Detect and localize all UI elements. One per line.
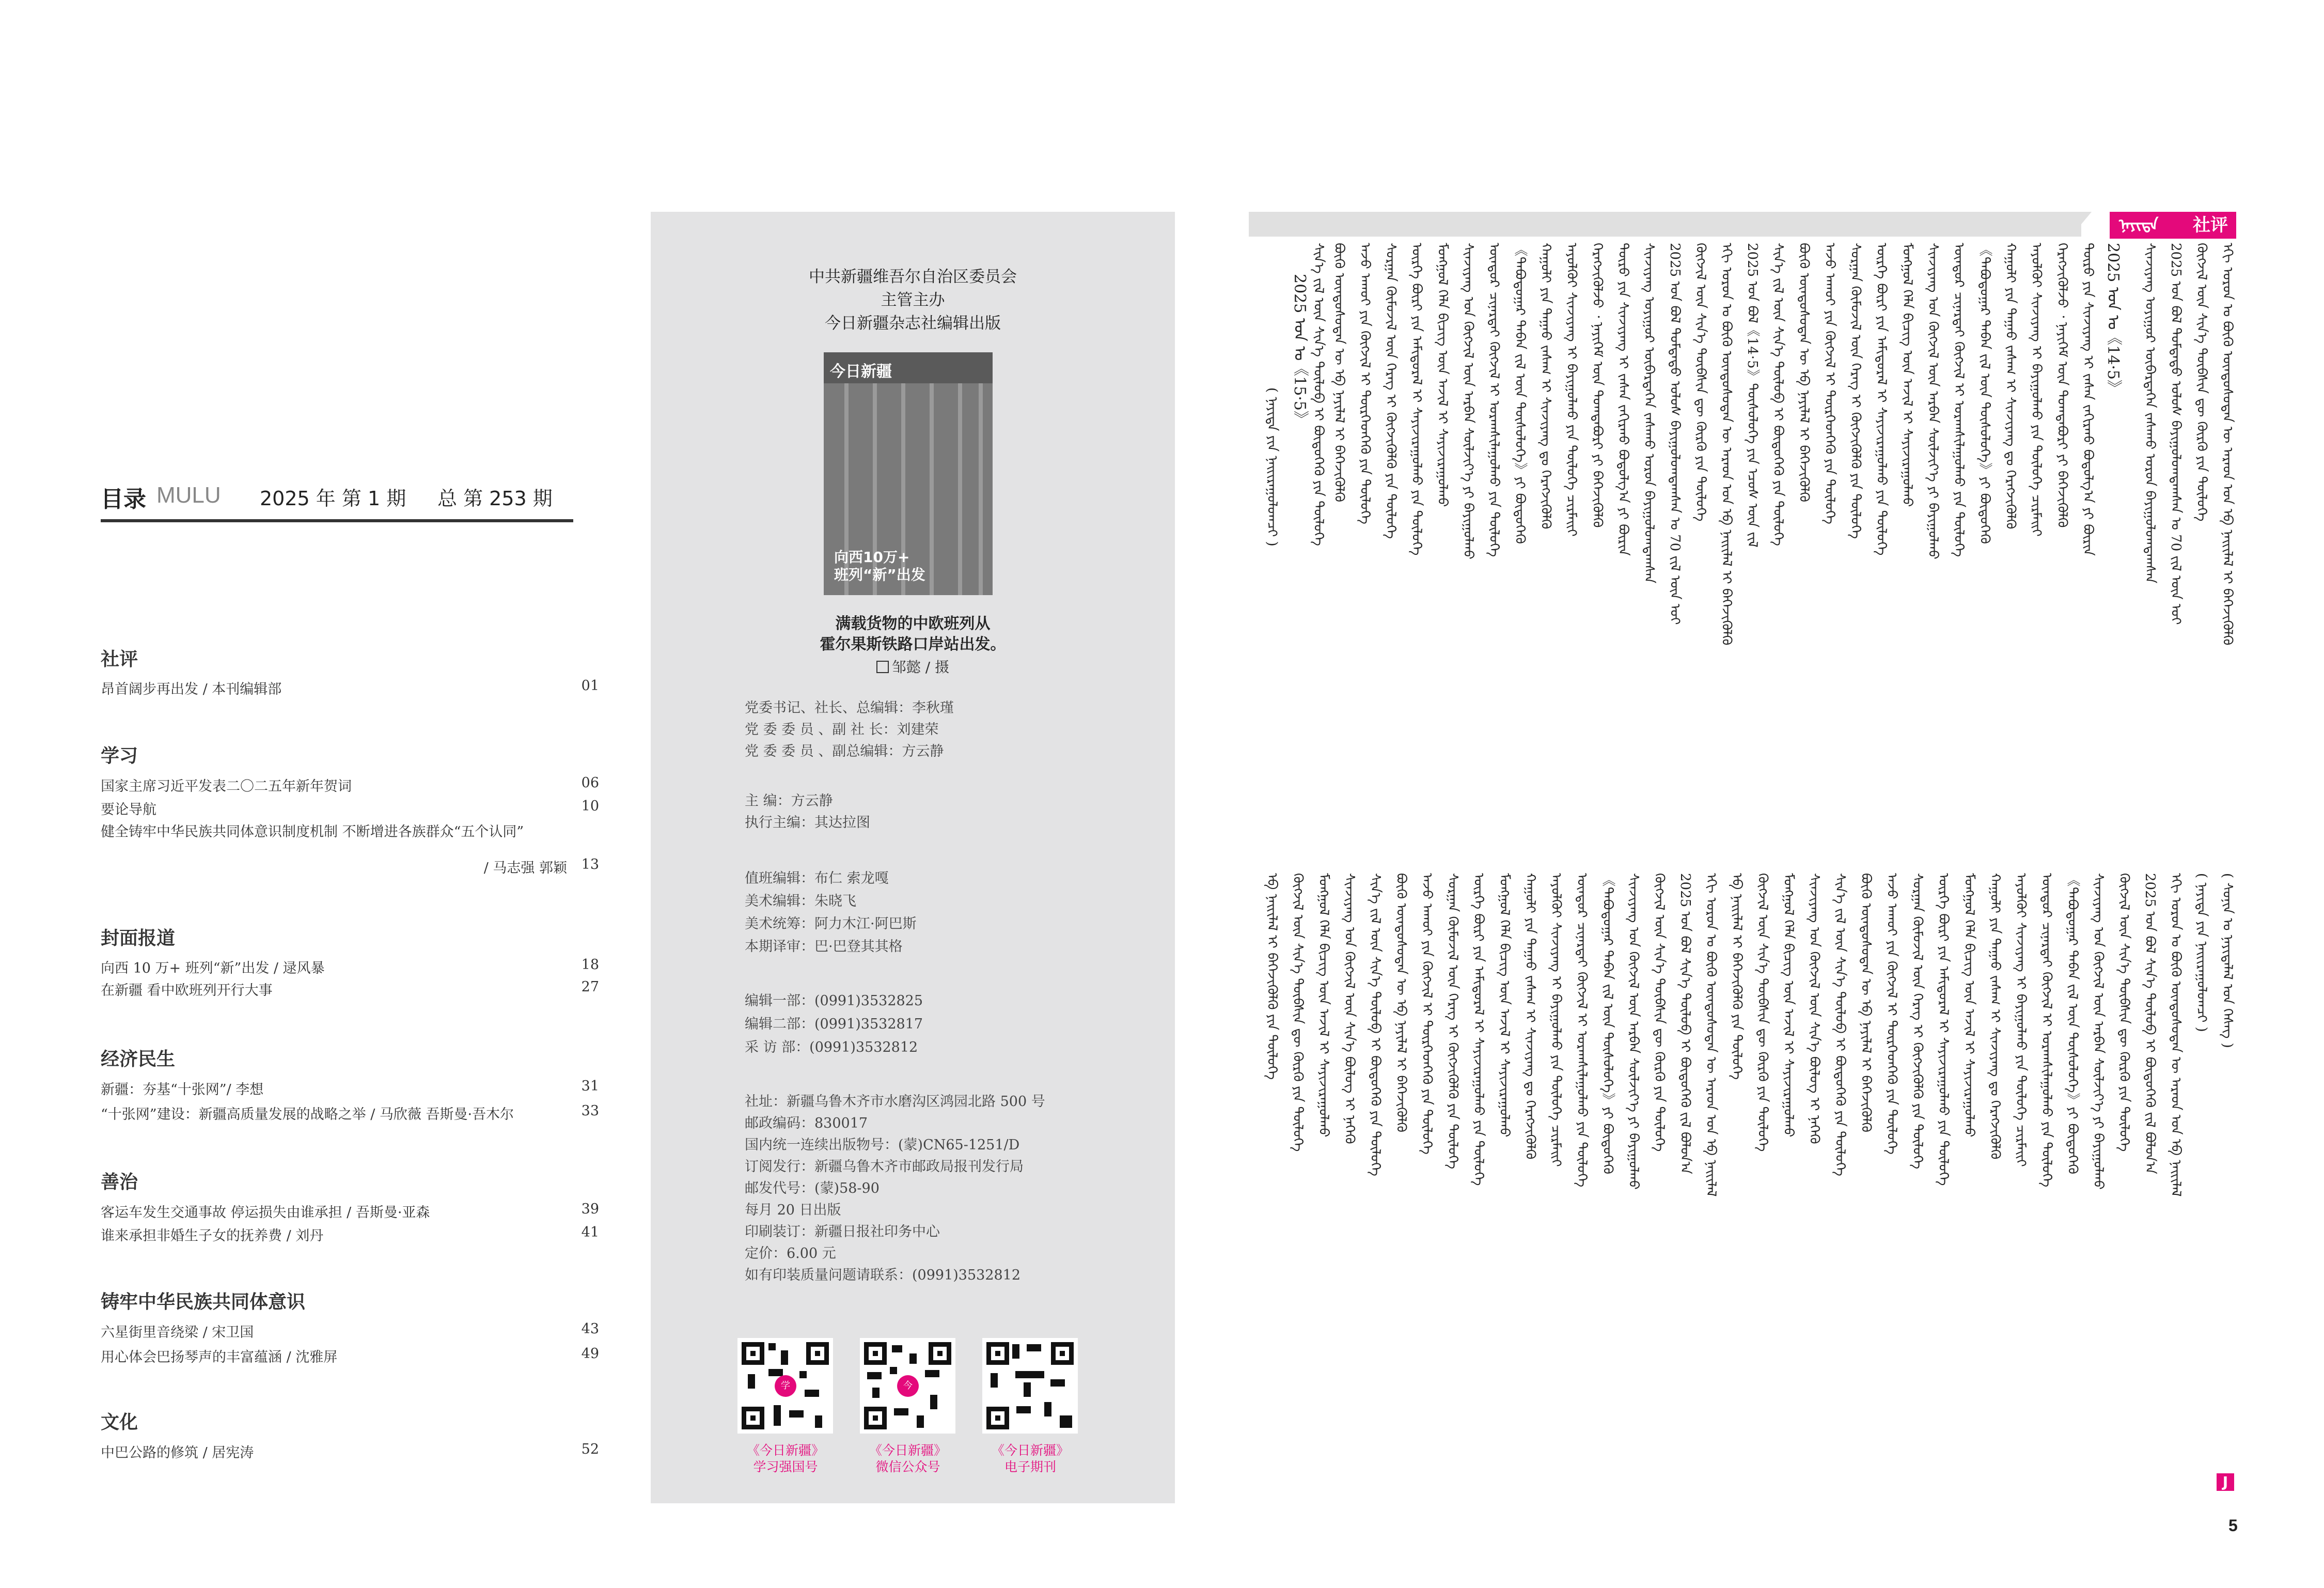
editorial-section-tag[interactable] xyxy=(2110,212,2236,239)
toc-entry[interactable] xyxy=(101,678,599,698)
qr-label-line-1: 《今日新疆》 xyxy=(746,1443,824,1458)
text-column: ᠲᠥᠷᠦ ᠶᠢᠨ ᠰᠢᠨᠵᠢᠶᠠᠩ ᠢ ᠵᠠᠰᠠᠨ ᠵᠠᠬᠢᠷᠬᠤ ᠪᠣᠳᠤᠯᠭ᠎ᠠ ᠶᠢ ᠪᠦᠷᠢᠨ xyxy=(2080,243,2096,556)
masthead-host: 主管主办 xyxy=(881,291,945,309)
text-column: ᠬᠥᠭᠵᠢᠯ ᠦᠨ ᠰᠢᠨ᠎ᠡ ᠲᠦᠪᠰᠢᠨ ᠳᠦ ᠬᠦᠷᠬᠦ ᠶᠢᠨ ᠲᠥᠯᠥᠭᠡ xyxy=(2194,243,2209,522)
toc-entry-page: 33 xyxy=(581,1103,599,1119)
text-column: 《ᠲᠠᠪᠤᠳᠤᠭᠠᠷ ᠲᠠᠪᠠᠨ ᠵᠢᠯ ᠦᠨ ᠲᠥᠰᠦᠯᠦᠭᠡ》ᠶᠢ ᠪᠦᠲᠦᠭᠡᠬᠦ xyxy=(1512,243,1528,544)
text-column: 2025 ᠣᠨ ᠪᠣᠯ ᠳᠤᠮᠳᠠᠳᠤ ᠤᠯᠤᠰ ᠪᠠᠶᠢᠭᠤᠯᠤᠭᠳᠠᠭᠰᠠᠨ ᠤ 70 ᠵᠢᠯ ᠦᠨ ᠣᠢ xyxy=(2168,243,2184,625)
toc-entry[interactable] xyxy=(101,1321,599,1342)
text-column: ᠰᠤᠷᠭᠠᠨ ᠬᠦᠮᠦᠵᠢᠯ ᠦᠨ ᠬᠡᠷᠡᠭ ᠢ ᠬᠥᠭᠵᠢᠭᠦᠯᠬᠦ ᠶᠢᠨ ᠲᠥᠯᠥᠭᠡ xyxy=(1848,243,1863,539)
editorial-header-band xyxy=(1249,212,2081,237)
text-column: ᠰᠢᠨ᠎ᠡ ᠵᠢᠯ ᠦᠨ ᠰᠢᠨ᠎ᠡ ᠲᠥᠯᠥᠪ ᠢ ᠪᠦᠲᠦᠭᠡᠬᠦ ᠶᠢᠨ ᠲᠥᠯᠥᠭᠡ xyxy=(1368,873,1383,1176)
staff-line: 美术统筹：阿力木江·阿巴斯 xyxy=(745,916,917,932)
toc-entry-page: 06 xyxy=(581,775,599,791)
qr-code-ejournal[interactable] xyxy=(982,1338,1078,1434)
toc-section-title: 学习 xyxy=(101,745,138,767)
text-column: ᠡᠪ ᠨᠡᠢᠢᠯᠡᠯ ᠢ ᠪᠡᠬᠡᠵᠢᠭᠦᠯᠬᠦ ᠶᠢᠨ ᠲᠥᠯᠥᠭᠡ xyxy=(1729,873,1745,1080)
text-column: ᠬᠡᠷᠡᠭᠵᠢᠭᠦᠯᠵᠦ ᠂ ᠨᠡᠶᠢᠭᠡᠮ ᠦᠨ ᠲᠣᠭᠲᠠᠪᠤᠷᠢ ᠶᠢ ᠪᠡᠬᠡᠵᠢᠭᠦᠯᠬᠦ xyxy=(1590,243,1605,528)
text-column: ᠰᠢᠨᠵᠢᠶᠠᠩ ᠤᠨ ᠬᠥᠭᠵᠢᠯ ᠦᠨ ᠠᠷᠪᠠᠨ ᠰᠦᠯᠵᠢᠶ᠎ᠡ ᠶᠢ ᠪᠠᠶᠢᠭᠤᠯᠬᠤ xyxy=(1461,243,1476,559)
text-column: ᠰᠢᠨᠵᠢᠶᠠᠩ ᠤᠨ ᠬᠥᠭᠵᠢᠯ ᠦᠨ ᠠᠷᠪᠠᠨ ᠰᠦᠯᠵᠢᠶ᠎ᠡ ᠶᠢ ᠪᠠᠶᠢᠭᠤᠯᠬᠤ xyxy=(1626,873,1641,1190)
text-column: ᠥᠨᠳᠦᠷ ᠴᠢᠨᠠᠷᠲᠠᠢ ᠬᠥᠭᠵᠢᠯ ᠢ ᠤᠷᠠᠭᠰᠢᠯᠠᠭᠤᠯᠬᠤ ᠶᠢᠨ ᠲᠥᠯᠥᠭᠡ xyxy=(1951,243,1967,557)
toc-entry-page: 31 xyxy=(581,1078,599,1094)
masthead-publisher: 今日新疆杂志社编辑出版 xyxy=(825,314,1001,333)
text-column: ᠬᠠᠭᠤᠯᠢ ᠶᠢᠨ ᠳᠠᠭᠠᠤ ᠵᠠᠰᠠᠭ ᠢ ᠰᠢᠨᠵᠢᠶᠠᠩ ᠳᠤ ᠬᠡᠷᠡᠭᠵᠢᠭᠦᠯᠬᠦ xyxy=(1522,873,1538,1160)
text-column: ᠡᠪ ᠨᠡᠢᠢᠯᠡᠯ ᠢ ᠪᠡᠬᠡᠵᠢᠭᠦᠯᠬᠦ ᠶᠢᠨ ᠲᠥᠯᠥᠭᠡ xyxy=(1264,873,1280,1080)
end-mark-icon: J xyxy=(2217,1473,2234,1491)
toc-entry-label: 六星街里音绕梁 / 宋卫国 xyxy=(101,1325,254,1341)
cover-masthead-bar xyxy=(824,352,993,383)
qr-label-xuexi xyxy=(726,1442,845,1475)
cover-caption-line-1: 满载货物的中欧班列从 xyxy=(835,615,991,633)
toc-entry[interactable] xyxy=(101,979,599,1000)
text-column: ᠡᠬᠢ ᠣᠷᠣᠨ ᠤ ᠪᠦᠬᠦ ᠦᠨᠳᠦᠰᠦᠲᠡᠨ ᠦ ᠠᠷᠠᠳ ᠤᠨ ᠡᠪ ᠨᠡᠢᠢᠯᠡᠯ xyxy=(1703,873,1719,1197)
text-column: ᠬᠥᠭᠵᠢᠯ ᠦᠨ ᠰᠢᠨ᠎ᠡ ᠲᠦᠪᠰᠢᠨ ᠳᠦ ᠬᠦᠷᠬᠦ ᠶᠢᠨ ᠲᠥᠯᠥᠭᠡ xyxy=(1652,873,1667,1152)
toc-entry-label: 在新疆 看中欧班列开行大事 xyxy=(101,983,273,999)
text-column: ᠮᠣᠩᠭᠣᠯ ᠬᠡᠯᠡ ᠪᠢᠴᠢᠭ ᠦᠨ ᠠᠵᠢᠯ ᠢ ᠰᠠᠶᠢᠵᠢᠷᠠᠭᠤᠯᠬᠤ xyxy=(1435,243,1450,507)
toc-title-latin: MULU xyxy=(156,482,221,508)
cover-thumbnail[interactable] xyxy=(824,352,993,595)
photo-credit-box-icon xyxy=(876,661,889,673)
toc-entry-label: 要论导航 xyxy=(101,802,156,818)
text-column: 2025 ᠣᠨ ᠪᠣᠯ ᠳᠤᠮᠳᠠᠳᠤ ᠤᠯᠤᠰ ᠪᠠᠶᠢᠭᠤᠯᠤᠭᠳᠠᠭᠰᠠᠨ ᠤ 70 ᠵᠢᠯ ᠦᠨ ᠣᠢ xyxy=(1667,243,1683,625)
editorial-upper-block xyxy=(1255,243,2241,863)
qr-code-xuexi[interactable] xyxy=(737,1338,833,1434)
qr-label-line-1: 《今日新疆》 xyxy=(869,1443,947,1458)
bracket-note: ( ᠨᠡᠶᠢᠲᠡ ᠶᠢᠨ ᠨᠠᠢᠢᠷᠠᠭᠤᠯᠤᠭᠴᠢ ) xyxy=(1264,387,1280,547)
staff-line: 主 编：方云静 xyxy=(745,793,833,809)
toc-entry[interactable] xyxy=(101,1078,599,1099)
qr-label-wechat xyxy=(849,1442,967,1475)
toc-section-title: 文化 xyxy=(101,1412,138,1433)
text-column: ᠠᠵᠤ ᠠᠬᠤᠢ ᠶᠢᠨ ᠬᠥᠭᠵᠢᠯ ᠢ ᠲᠦᠷᠭᠡᠳᠬᠡᠬᠦ ᠶᠢᠨ ᠲᠥᠯᠥᠭᠡ xyxy=(1357,243,1373,524)
toc-header xyxy=(101,480,573,522)
staff-line: 邮发代号：(蒙)58-90 xyxy=(745,1180,880,1196)
text-column: ᠮᠣᠩᠭᠣᠯ ᠬᠡᠯᠡ ᠪᠢᠴᠢᠭ ᠦᠨ ᠠᠵᠢᠯ ᠢ ᠰᠠᠶᠢᠵᠢᠷᠠᠭᠤᠯᠬᠤ xyxy=(1316,873,1331,1138)
text-column: ᠰᠢᠨ᠎ᠡ ᠵᠢᠯ ᠦᠨ ᠰᠢᠨ᠎ᠡ ᠲᠥᠯᠥᠪ ᠢ ᠪᠦᠲᠦᠭᠡᠬᠦ ᠶᠢᠨ ᠲᠥᠯᠥᠭᠡ xyxy=(1832,873,1848,1176)
text-column: ᠰᠤᠷᠭᠠᠨ ᠬᠦᠮᠦᠵᠢᠯ ᠦᠨ ᠬᠡᠷᠡᠭ ᠢ ᠬᠥᠭᠵᠢᠭᠦᠯᠬᠦ ᠶᠢᠨ ᠲᠥᠯᠥᠭᠡ xyxy=(1383,243,1399,539)
text-column: ᠪᠦᠬᠦ ᠦᠨᠳᠦᠰᠦᠲᠡᠨ ᠦ ᠡᠪ ᠨᠡᠶᠢᠯᠡᠯ ᠢ ᠪᠡᠬᠡᠵᠢᠭᠦᠯᠬᠦ xyxy=(1393,873,1409,1132)
qr-label-ejournal xyxy=(971,1442,1090,1475)
qr-label-line-2: 电子期刊 xyxy=(1004,1459,1056,1474)
text-column: ᠰᠢᠨ᠎ᠡ ᠵᠢᠯ ᠦᠨ ᠰᠢᠨ᠎ᠡ ᠲᠥᠯᠥᠪ ᠢ ᠪᠦᠲᠦᠭᠡᠬᠦ ᠶᠢᠨ ᠲᠥᠯᠥᠭᠡ xyxy=(1311,243,1326,546)
toc-entry-label: 客运车发生交通事故 停运损失由谁承担 / 吾斯曼·亚森 xyxy=(101,1205,430,1221)
staff-line: 党 委 委 员 、副 社 长：刘建荣 xyxy=(745,722,939,738)
photo-credit xyxy=(651,656,1175,677)
text-column: ᠠᠶᠤᠯᠭᠦᠢ ᠰᠢᠨᠵᠢᠶᠠᠩ ᠢ ᠪᠠᠶᠢᠭᠤᠯᠬᠤ ᠶᠢᠨ ᠲᠥᠯᠥᠭᠡ ᠴᠢᠷᠮᠠᠢᠢ xyxy=(1548,873,1564,1167)
text-column: ᠰᠢᠨᠵᠢᠶᠠᠩ ᠤᠨ ᠬᠥᠭᠵᠢᠯ ᠦᠨ ᠰᠢᠨ᠎ᠡ ᠪᠦᠯᠦᠭ ᠢ ᠨᠡᠬᠡᠬᠦ xyxy=(1342,873,1357,1144)
toc-issue: 2025 年 第 1 期 xyxy=(260,487,406,510)
staff-line: 编辑一部：(0991)3532825 xyxy=(745,993,923,1009)
text-column: ᠪᠦᠬᠦ ᠦᠨᠳᠦᠰᠦᠲᠡᠨ ᠦ ᠡᠪ ᠨᠡᠶᠢᠯᠡᠯ ᠢ ᠪᠡᠬᠡᠵᠢᠭᠦᠯᠬᠦ xyxy=(1858,873,1874,1132)
text-column: 2025 ᠣᠨ ᠪᠣᠯ ᠰᠢᠨ᠎ᠡ ᠲᠥᠯᠥᠪ ᠢ ᠪᠦᠲᠦᠭᠡᠬᠦ ᠵᠢᠯ ᠪᠣᠯᠤᠨ᠎ᠠ xyxy=(2142,873,2158,1174)
text-column: ᠬᠥᠭᠵᠢᠯ ᠦᠨ ᠰᠢᠨ᠎ᠡ ᠲᠦᠪᠰᠢᠨ ᠳᠦ ᠬᠦᠷᠬᠦ ᠶᠢᠨ ᠲᠥᠯᠥᠭᠡ xyxy=(1290,873,1306,1152)
text-column: ᠥᠨᠳᠦᠷ ᠴᠢᠨᠠᠷᠲᠠᠢ ᠬᠥᠭᠵᠢᠯ ᠢ ᠤᠷᠠᠭᠰᠢᠯᠠᠭᠤᠯᠬᠤ ᠶᠢᠨ ᠲᠥᠯᠥᠭᠡ xyxy=(1486,243,1502,557)
toc-entry-label: 中巴公路的修筑 / 居宪涛 xyxy=(101,1445,254,1461)
editorial-tag-script: ᠨᠡᠶᠢᠲᠡ xyxy=(2119,216,2159,234)
toc-total-issue: 总 第 253 期 xyxy=(437,487,553,510)
text-column: ᠮᠣᠩᠭᠣᠯ ᠬᠡᠯᠡ ᠪᠢᠴᠢᠭ ᠦᠨ ᠠᠵᠢᠯ ᠢ ᠰᠠᠶᠢᠵᠢᠷᠠᠭᠤᠯᠬᠤ xyxy=(1899,243,1915,507)
text-column: ᠬᠡᠷᠡᠭᠵᠢᠭᠦᠯᠵᠦ ᠂ ᠨᠡᠶᠢᠭᠡᠮ ᠦᠨ ᠲᠣᠭᠲᠠᠪᠤᠷᠢ ᠶᠢ ᠪᠡᠬᠡᠵᠢᠭᠦᠯᠬᠦ xyxy=(2054,243,2070,528)
staff-line: 订阅发行：新疆乌鲁木齐市邮政局报刊发行局 xyxy=(745,1159,1024,1175)
toc-entry-label: 国家主席习近平发表二〇二五年新年贺词 xyxy=(101,779,352,795)
toc-entry-label: 谁来承担非婚生子女的抚养费 / 刘丹 xyxy=(101,1228,324,1244)
staff-line: 采 访 部：(0991)3532812 xyxy=(745,1039,918,1055)
text-column: ᠲᠥᠷᠦ ᠶᠢᠨ ᠰᠢᠨᠵᠢᠶᠠᠩ ᠢ ᠵᠠᠰᠠᠨ ᠵᠠᠬᠢᠷᠬᠤ ᠪᠣᠳᠤᠯᠭ᠎ᠠ ᠶᠢ ᠪᠦᠷᠢᠨ xyxy=(1615,243,1631,556)
text-column: ᠠᠶᠤᠯᠭᠦᠢ ᠰᠢᠨᠵᠢᠶᠠᠩ ᠢ ᠪᠠᠶᠢᠭᠤᠯᠬᠤ ᠶᠢᠨ ᠲᠥᠯᠥᠭᠡ ᠴᠢᠷᠮᠠᠢᠢ xyxy=(1564,243,1579,537)
text-column: ᠡᠬᠢ ᠣᠷᠣᠨ ᠤ ᠪᠦᠬᠦ ᠦᠨᠳᠦᠰᠦᠲᠡᠨ ᠦ ᠠᠷᠠᠳ ᠤᠨ ᠡᠪ ᠨᠡᠢᠢᠯᠡᠯ ᠢ ᠪᠡᠬᠡᠵᠢᠭᠦᠯᠬᠦ xyxy=(1719,243,1734,646)
date-line: 2025 ᠣᠨ ᠤ《15·5》 xyxy=(1291,274,1309,426)
toc-entry[interactable] xyxy=(101,798,599,819)
text-column: ᠥᠷᠬᠡ ᠪᠦᠷᠢ ᠶᠢᠨ ᠠᠮᠢᠳᠤᠷᠠᠯ ᠢ ᠰᠠᠶᠢᠵᠢᠷᠠᠭᠤᠯᠬᠤ ᠶᠢᠨ ᠲᠥᠯᠥᠭᠡ xyxy=(1874,243,1889,556)
toc-entry[interactable] xyxy=(101,957,599,977)
text-column: ᠰᠢᠨᠵᠢᠶᠠᠩ ᠤᠶᠢᠭᠤᠷ ᠥᠪᠡᠷᠲᠡᠭᠡᠨ ᠵᠠᠰᠠᠬᠤ ᠣᠷᠣᠨ ᠪᠠᠶᠢᠭᠤᠯᠤᠭᠳᠠᠭᠰᠠᠨ xyxy=(2142,243,2158,584)
toc-entry-label: 向西 10 万+ 班列“新”出发 / 逯风暴 xyxy=(101,960,325,976)
toc-entry-page: 27 xyxy=(581,979,599,995)
staff-line: 每月 20 日出版 xyxy=(745,1202,841,1218)
editorial-lower-block xyxy=(1255,873,2241,1539)
date-line: 2025 ᠣᠨ ᠤ《14·5》 xyxy=(2104,243,2122,395)
text-column: 2025 ᠣᠨ ᠪᠣᠯ《14·5》ᠲᠥᠰᠦᠯᠦᠭᠡ ᠶᠢᠨ ᠡᠴᠦᠰ ᠦᠨ ᠵᠢᠯ xyxy=(1745,243,1760,548)
toc-entry-page: 49 xyxy=(581,1346,599,1362)
staff-line: 本期译审：巴·巴登其其格 xyxy=(745,939,903,955)
table-of-contents xyxy=(101,480,599,1514)
text-column: ᠥᠷᠬᠡ ᠪᠦᠷᠢ ᠶᠢᠨ ᠠᠮᠢᠳᠤᠷᠠᠯ ᠢ ᠰᠠᠶᠢᠵᠢᠷᠠᠭᠤᠯᠬᠤ ᠶᠢᠨ ᠲᠥᠯᠥᠭᠡ xyxy=(1936,873,1951,1186)
toc-entry[interactable] xyxy=(101,1441,599,1462)
qr-label-line-2: 学习强国号 xyxy=(753,1459,818,1474)
toc-entry-page: 52 xyxy=(581,1441,599,1457)
bracket-note: ( ᠨᠡᠶᠢᠲᠡ ᠶᠢᠨ ᠨᠠᠢᠢᠷᠠᠭᠤᠯᠤᠭᠴᠢ ) xyxy=(2194,873,2209,1032)
toc-entry-page: 18 xyxy=(581,957,599,973)
text-column: ᠰᠢᠨᠵᠢᠶᠠᠩ ᠤᠨ ᠬᠥᠭᠵᠢᠯ ᠦᠨ ᠰᠢᠨ᠎ᠡ ᠪᠦᠯᠦᠭ ᠢ ᠨᠡᠬᠡᠬᠦ xyxy=(1807,873,1822,1144)
toc-entry-page: 13 xyxy=(581,857,599,873)
masthead-panel xyxy=(651,212,1175,1503)
text-column: ᠬᠥᠭᠵᠢᠯ ᠦᠨ ᠰᠢᠨ᠎ᠡ ᠲᠦᠪᠰᠢᠨ ᠳᠦ ᠬᠦᠷᠬᠦ ᠶᠢᠨ ᠲᠥᠯᠥᠭᠡ xyxy=(1693,243,1708,522)
text-column: ᠠᠶᠤᠯᠭᠦᠢ ᠰᠢᠨᠵᠢᠶᠠᠩ ᠢ ᠪᠠᠶᠢᠭᠤᠯᠬᠤ ᠶᠢᠨ ᠲᠥᠯᠥᠭᠡ ᠴᠢᠷᠮᠠᠢᠢ xyxy=(2029,243,2044,537)
toc-section-title: 社评 xyxy=(101,649,138,670)
toc-entry[interactable] xyxy=(101,775,599,796)
text-column: ᠮᠣᠩᠭᠣᠯ ᠬᠡᠯᠡ ᠪᠢᠴᠢᠭ ᠦᠨ ᠠᠵᠢᠯ ᠢ ᠰᠠᠶᠢᠵᠢᠷᠠᠭᠤᠯᠬᠤ xyxy=(1781,873,1796,1138)
text-column: ᠥᠷᠬᠡ ᠪᠦᠷᠢ ᠶᠢᠨ ᠠᠮᠢᠳᠤᠷᠠᠯ ᠢ ᠰᠠᠶᠢᠵᠢᠷᠠᠭᠤᠯᠬᠤ ᠶᠢᠨ ᠲᠥᠯᠥᠭᠡ xyxy=(1471,873,1486,1186)
text-column: ᠠᠵᠤ ᠠᠬᠤᠢ ᠶᠢᠨ ᠬᠥᠭᠵᠢᠯ ᠢ ᠲᠦᠷᠭᠡᠳᠬᠡᠬᠦ ᠶᠢᠨ ᠲᠥᠯᠥᠭᠡ xyxy=(1822,243,1838,524)
text-column: ᠥᠨᠳᠦᠷ ᠴᠢᠨᠠᠷᠲᠠᠢ ᠬᠥᠭᠵᠢᠯ ᠢ ᠤᠷᠠᠭᠰᠢᠯᠠᠭᠤᠯᠬᠤ ᠶᠢᠨ ᠲᠥᠯᠥᠭᠡ xyxy=(1574,873,1590,1188)
toc-entry-page: 39 xyxy=(581,1201,599,1217)
toc-entry-label: / 马志强 郭颖 xyxy=(483,860,567,876)
staff-line: 党 委 委 员 、副总编辑：方云静 xyxy=(745,743,944,759)
page-number: 5 xyxy=(2228,1516,2238,1535)
text-column: 2025 ᠣᠨ ᠪᠣᠯ ᠰᠢᠨ᠎ᠡ ᠲᠥᠯᠥᠪ ᠢ ᠪᠦᠲᠦᠭᠡᠬᠦ ᠵᠢᠯ ᠪᠣᠯᠤᠨ᠎ᠠ xyxy=(1677,873,1693,1174)
cover-headline-line-2: 班列“新”出发 xyxy=(834,566,925,583)
staff-line: 值班编辑：布仁 索龙嘎 xyxy=(745,870,889,886)
text-column: ᠥᠨᠳᠦᠷ ᠴᠢᠨᠠᠷᠲᠠᠢ ᠬᠥᠭᠵᠢᠯ ᠢ ᠤᠷᠠᠭᠰᠢᠯᠠᠭᠤᠯᠬᠤ ᠶᠢᠨ ᠲᠥᠯᠥᠭᠡ xyxy=(2039,873,2054,1188)
wechat-logo-icon: 今 xyxy=(897,1375,919,1397)
photo-credit-text: 邹懿 / 摄 xyxy=(891,659,950,676)
toc-entry[interactable] xyxy=(101,857,599,877)
editorial-header-fold xyxy=(2071,212,2092,237)
cover-headline-line-1: 向西10万+ xyxy=(834,549,910,566)
text-column: ᠬᠠᠭᠤᠯᠢ ᠶᠢᠨ ᠳᠠᠭᠠᠤ ᠵᠠᠰᠠᠭ ᠢ ᠰᠢᠨᠵᠢᠶᠠᠩ ᠳᠤ ᠬᠡᠷᠡᠭᠵᠢᠭᠦᠯᠬᠦ xyxy=(1538,243,1553,530)
toc-section-title: 封面报道 xyxy=(101,928,176,949)
text-column: ᠰᠤᠷᠭᠠᠨ ᠬᠦᠮᠦᠵᠢᠯ ᠦᠨ ᠬᠡᠷᠡᠭ ᠢ ᠬᠥᠭᠵᠢᠭᠦᠯᠬᠦ ᠶᠢᠨ ᠲᠥᠯᠥᠭᠡ xyxy=(1445,873,1461,1170)
toc-entry-page: 10 xyxy=(581,798,599,814)
toc-entry[interactable] xyxy=(101,1201,599,1222)
text-column: ᠰᠢᠨᠵᠢᠶᠠᠩ ᠤᠨ ᠬᠥᠭᠵᠢᠯ ᠦᠨ ᠠᠷᠪᠠᠨ ᠰᠦᠯᠵᠢᠶ᠎ᠡ ᠶᠢ ᠪᠠᠶᠢᠭᠤᠯᠬᠤ xyxy=(2091,873,2106,1190)
text-column: ᠡᠬᠢ ᠣᠷᠣᠨ ᠤ ᠪᠦᠬᠦ ᠦᠨᠳᠦᠰᠦᠲᠡᠨ ᠦ ᠠᠷᠠᠳ ᠤᠨ ᠡᠪ ᠨᠡᠢᠢᠯᠡᠯ ᠢ ᠪᠡᠬᠡᠵᠢᠭᠦᠯᠬᠦ xyxy=(2220,243,2235,646)
text-column: ᠰᠢᠨᠵᠢᠶᠠᠩ ᠤᠶᠢᠭᠤᠷ ᠥᠪᠡᠷᠲᠡᠭᠡᠨ ᠵᠠᠰᠠᠬᠤ ᠣᠷᠣᠨ ᠪᠠᠶᠢᠭᠤᠯᠤᠭᠳᠠᠭᠰᠠᠨ xyxy=(1641,243,1657,584)
staff-line: 如有印装质量问题请联系：(0991)3532812 xyxy=(745,1267,1021,1283)
staff-line: 执行主编：其达拉图 xyxy=(745,815,870,831)
toc-entry[interactable] xyxy=(101,1346,599,1366)
toc-entry[interactable] xyxy=(101,820,599,841)
toc-entry-page: 41 xyxy=(581,1224,599,1240)
text-column: 《ᠲᠠᠪᠤᠳᠤᠭᠠᠷ ᠲᠠᠪᠠᠨ ᠵᠢᠯ ᠦᠨ ᠲᠥᠰᠦᠯᠦᠭᠡ》ᠶᠢ ᠪᠦᠲᠦᠭᠡᠬᠦ xyxy=(1977,243,1992,544)
staff-line: 党委书记、社长、总编辑：李秋瑾 xyxy=(745,700,954,716)
text-column: ᠠᠵᠤ ᠠᠬᠤᠢ ᠶᠢᠨ ᠬᠥᠭᠵᠢᠯ ᠢ ᠲᠦᠷᠭᠡᠳᠬᠡᠬᠦ ᠶᠢᠨ ᠲᠥᠯᠥᠭᠡ xyxy=(1419,873,1435,1155)
text-column: ᠮᠣᠩᠭᠣᠯ ᠬᠡᠯᠡ ᠪᠢᠴᠢᠭ ᠦᠨ ᠠᠵᠢᠯ ᠢ ᠰᠠᠶᠢᠵᠢᠷᠠᠭᠤᠯᠬᠤ xyxy=(1961,873,1977,1138)
qr-label-line-1: 《今日新疆》 xyxy=(991,1443,1069,1458)
toc-entry-label: 新疆：夯基“十张网”/ 李想 xyxy=(101,1082,264,1098)
staff-line: 编辑二部：(0991)3532817 xyxy=(745,1016,923,1032)
text-column: ᠪᠦᠬᠦ ᠦᠨᠳᠦᠰᠦᠲᠡᠨ ᠦ ᠡᠪ ᠨᠡᠶᠢᠯᠡᠯ ᠢ ᠪᠡᠬᠡᠵᠢᠭᠦᠯᠬᠦ xyxy=(1796,243,1812,502)
text-column: ᠰᠤᠷᠭᠠᠨ ᠬᠦᠮᠦᠵᠢᠯ ᠦᠨ ᠬᠡᠷᠡᠭ ᠢ ᠬᠥᠭᠵᠢᠭᠦᠯᠬᠦ ᠶᠢᠨ ᠲᠥᠯᠥᠭᠡ xyxy=(1910,873,1925,1170)
staff-line: 印刷装订：新疆日报社印务中心 xyxy=(745,1224,940,1240)
text-column: ᠬᠥᠭᠵᠢᠯ ᠦᠨ ᠰᠢᠨ᠎ᠡ ᠲᠦᠪᠰᠢᠨ ᠳᠦ ᠬᠦᠷᠬᠦ ᠶᠢᠨ ᠲᠥᠯᠥᠭᠡ xyxy=(1755,873,1770,1152)
bracket-note: ( ᠰᠣᠨᠢᠨ ᠤ ᠨᠡᠶᠢᠲᠡᠯᠡᠯ ᠤᠨ ᠬᠡᠰᠡᠭ ) xyxy=(2220,873,2235,1048)
staff-line: 美术编辑：朱晓飞 xyxy=(745,893,856,909)
text-column: ᠠᠶᠤᠯᠭᠦᠢ ᠰᠢᠨᠵᠢᠶᠠᠩ ᠢ ᠪᠠᠶᠢᠭᠤᠯᠬᠤ ᠶᠢᠨ ᠲᠥᠯᠥᠭᠡ ᠴᠢᠷᠮᠠᠢᠢ xyxy=(2013,873,2029,1167)
toc-entry-label: 昂首阔步再出发 / 本刊编辑部 xyxy=(101,681,282,697)
text-column: 《ᠲᠠᠪᠤᠳᠤᠭᠠᠷ ᠲᠠᠪᠠᠨ ᠵᠢᠯ ᠦᠨ ᠲᠥᠰᠦᠯᠦᠭᠡ》ᠶᠢ ᠪᠦᠲᠦᠭᠡᠬᠦ xyxy=(1600,873,1615,1174)
toc-entry-label: “十张网”建设：新疆高质量发展的战略之举 / 马欣薇 吾斯曼·吾木尔 xyxy=(101,1107,514,1123)
toc-entry[interactable] xyxy=(101,1224,599,1245)
cover-caption-line-2: 霍尔果斯铁路口岸站出发。 xyxy=(820,635,1006,653)
cover-headline xyxy=(834,549,925,584)
toc-title: 目录 xyxy=(101,486,146,512)
text-column: ᠰᠢᠨᠵᠢᠶᠠᠩ ᠤᠨ ᠬᠥᠭᠵᠢᠯ ᠦᠨ ᠠᠷᠪᠠᠨ ᠰᠦᠯᠵᠢᠶ᠎ᠡ ᠶᠢ ᠪᠠᠶᠢᠭᠤᠯᠬᠤ xyxy=(1925,243,1941,559)
toc-section-title: 善治 xyxy=(101,1172,138,1193)
text-column: ᠬᠥᠭᠵᠢᠯ ᠦᠨ ᠰᠢᠨ᠎ᠡ ᠲᠦᠪᠰᠢᠨ ᠳᠦ ᠬᠦᠷᠬᠦ ᠶᠢᠨ ᠲᠥᠯᠥᠭᠡ xyxy=(2116,873,2132,1152)
text-column: ᠡᠬᠢ ᠣᠷᠣᠨ ᠤ ᠪᠦᠬᠦ ᠦᠨᠳᠦᠰᠦᠲᠡᠨ ᠦ ᠠᠷᠠᠳ ᠤᠨ ᠡᠪ ᠨᠡᠢᠢᠯᠡᠯ xyxy=(2168,873,2184,1197)
toc-entry-label: 健全铸牢中华民族共同体意识制度机制 不断增进各族群众“五个认同” xyxy=(101,824,524,840)
xuexi-logo-icon: 学 xyxy=(775,1375,796,1397)
staff-line: 国内统一连续出版物号：(蒙)CN65-1251/D xyxy=(745,1137,1020,1153)
qr-label-line-2: 微信公众号 xyxy=(875,1459,940,1474)
staff-line: 邮政编码：830017 xyxy=(745,1115,868,1131)
toc-entry-page: 43 xyxy=(581,1321,599,1337)
text-column: ᠰᠢᠨ᠎ᠡ ᠵᠢᠯ ᠦᠨ ᠰᠢᠨ᠎ᠡ ᠲᠥᠯᠥᠪ ᠢ ᠪᠦᠲᠦᠭᠡᠬᠦ ᠶᠢᠨ ᠲᠥᠯᠥᠭᠡ xyxy=(1770,243,1786,546)
text-column: ᠪᠦᠬᠦ ᠦᠨᠳᠦᠰᠦᠲᠡᠨ ᠦ ᠡᠪ ᠨᠡᠶᠢᠯᠡᠯ ᠢ ᠪᠡᠬᠡᠵᠢᠭᠦᠯᠬᠦ xyxy=(1331,243,1347,502)
toc-section-title: 铸牢中华民族共同体意识 xyxy=(101,1291,306,1313)
text-column: 《ᠲᠠᠪᠤᠳᠤᠭᠠᠷ ᠲᠠᠪᠠᠨ ᠵᠢᠯ ᠦᠨ ᠲᠥᠰᠦᠯᠦᠭᠡ》ᠶᠢ ᠪᠦᠲᠦᠭᠡᠬᠦ xyxy=(2065,873,2080,1174)
text-column: ᠬᠠᠭᠤᠯᠢ ᠶᠢᠨ ᠳᠠᠭᠠᠤ ᠵᠠᠰᠠᠭ ᠢ ᠰᠢᠨᠵᠢᠶᠠᠩ ᠳᠤ ᠬᠡᠷᠡᠭᠵᠢᠭᠦᠯᠬᠦ xyxy=(2003,243,2018,530)
text-column: ᠬᠠᠭᠤᠯᠢ ᠶᠢᠨ ᠳᠠᠭᠠᠤ ᠵᠠᠰᠠᠭ ᠢ ᠰᠢᠨᠵᠢᠶᠠᠩ ᠳᠤ ᠬᠡᠷᠡᠭᠵᠢᠭᠦᠯᠬᠦ xyxy=(1987,873,2003,1160)
text-column: ᠠᠵᠤ ᠠᠬᠤᠢ ᠶᠢᠨ ᠬᠥᠭᠵᠢᠯ ᠢ ᠲᠦᠷᠭᠡᠳᠬᠡᠬᠦ ᠶᠢᠨ ᠲᠥᠯᠥᠭᠡ xyxy=(1884,873,1899,1155)
text-column: ᠮᠣᠩᠭᠣᠯ ᠬᠡᠯᠡ ᠪᠢᠴᠢᠭ ᠦᠨ ᠠᠵᠢᠯ ᠢ ᠰᠠᠶᠢᠵᠢᠷᠠᠭᠤᠯᠬᠤ xyxy=(1497,873,1512,1138)
toc-entry-page: 01 xyxy=(581,678,599,694)
masthead-sponsor: 中共新疆维吾尔自治区委员会 xyxy=(809,268,1017,286)
toc-section-title: 经济民生 xyxy=(101,1049,176,1070)
toc-entry-label: 用心体会巴扬琴声的丰富蕴涵 / 沈雅屏 xyxy=(101,1349,338,1365)
staff-line: 社址：新疆乌鲁木齐市水磨沟区鸿园北路 500 号 xyxy=(745,1094,1045,1110)
text-column: ᠥᠷᠬᠡ ᠪᠦᠷᠢ ᠶᠢᠨ ᠠᠮᠢᠳᠤᠷᠠᠯ ᠢ ᠰᠠᠶᠢᠵᠢᠷᠠᠭᠤᠯᠬᠤ ᠶᠢᠨ ᠲᠥᠯᠥᠭᠡ xyxy=(1409,243,1424,556)
staff-line: 定价：6.00 元 xyxy=(745,1246,836,1262)
editorial-tag-label: 社评 xyxy=(2193,215,2228,236)
qr-code-wechat[interactable] xyxy=(860,1338,955,1434)
toc-entry[interactable] xyxy=(101,1103,599,1124)
cover-title: 今日新疆 xyxy=(830,363,892,381)
